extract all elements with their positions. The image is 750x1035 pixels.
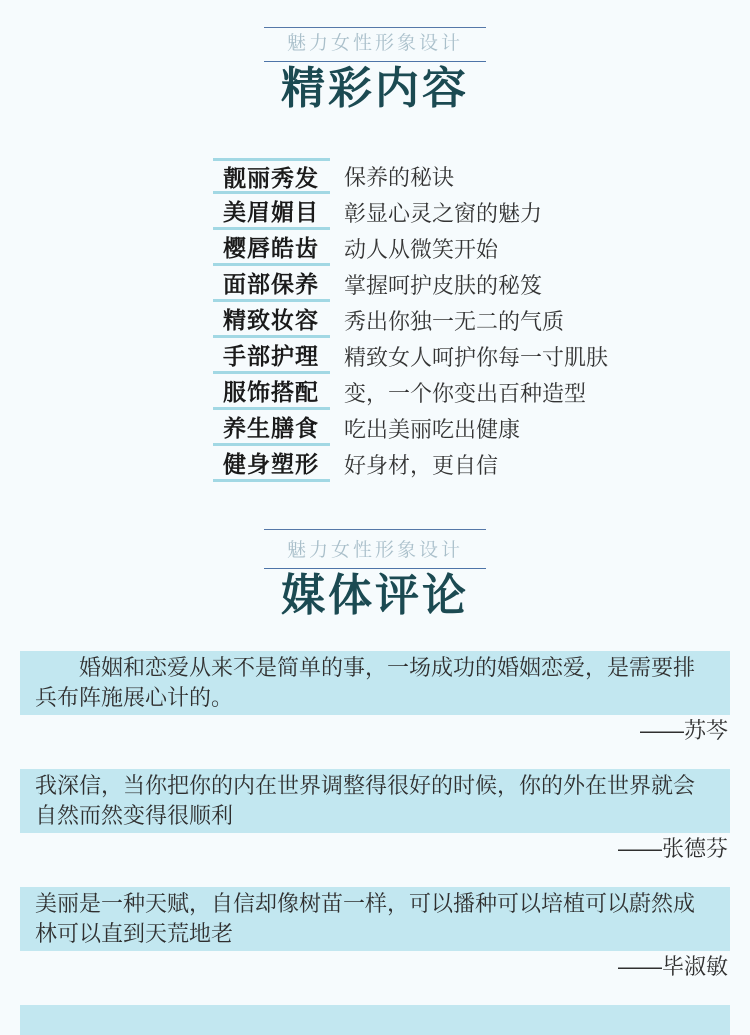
quote-text: 婚姻和恋爱从来不是简单的事，一场成功的婚姻恋爱，是需要排兵布阵施展心计的。: [20, 651, 730, 715]
quote-item: [0, 887, 750, 979]
quote-list: [0, 651, 750, 979]
feature-description: 保养的秘诀: [344, 164, 455, 190]
list-item: [213, 194, 633, 230]
feature-description: 精致女人呵护你每一寸肌肤: [344, 344, 609, 370]
series-badge-label: 魅力女性形象设计: [286, 33, 463, 54]
list-item: [213, 374, 633, 410]
feature-description: 彰显心灵之窗的魅力: [344, 200, 543, 226]
feature-description: 掌握呵护皮肤的秘笈: [344, 272, 543, 298]
feature-label: 手部护理: [213, 338, 330, 374]
series-badge-label: 魅力女性形象设计: [286, 540, 463, 561]
quote-text: 美丽是一种天赋，自信却像树苗一样，可以播种可以培植可以蔚然成林可以直到天荒地老: [20, 887, 730, 951]
list-item: [213, 410, 633, 446]
list-item: [213, 230, 633, 266]
list-item: [213, 302, 633, 338]
feature-label: 健身塑形: [213, 446, 330, 482]
feature-description: 动人从微笑开始: [344, 236, 499, 262]
feature-label: 养生膳食: [213, 410, 330, 446]
content-section-title: 精彩内容: [281, 64, 469, 113]
quote-author: ——苏芩: [639, 718, 728, 743]
series-badge: [264, 27, 486, 62]
feature-description: 好身材，更自信: [344, 452, 499, 478]
list-item: [213, 158, 633, 194]
feature-list: [213, 158, 633, 482]
media-section-title: 媒体评论: [281, 571, 469, 620]
feature-description: 变，一个你变出百种造型: [344, 380, 587, 406]
feature-label: 面部保养: [213, 266, 330, 302]
quote-text: 我深信，当你把你的内在世界调整得很好的时候，你的外在世界就会自然而然变得很顺利: [20, 769, 730, 833]
quote-item: [0, 651, 750, 743]
quote-item: [0, 769, 750, 861]
feature-description: 秀出你独一无二的气质: [344, 308, 565, 334]
quote-author: ——张德芬: [617, 836, 728, 861]
list-item: [213, 446, 633, 482]
feature-label: 靓丽秀发: [213, 158, 330, 194]
feature-description: 吃出美丽吃出健康: [344, 416, 521, 442]
content-section: [0, 27, 750, 482]
feature-label: 服饰搭配: [213, 374, 330, 410]
feature-label: 樱唇皓齿: [213, 230, 330, 266]
feature-label: 精致妆容: [213, 302, 330, 338]
next-block-partial-strip: [20, 1005, 730, 1035]
list-item: [213, 338, 633, 374]
quote-author: ——毕淑敏: [617, 954, 728, 979]
media-comments-section: [0, 529, 750, 1035]
product-detail-page: [0, 27, 750, 1011]
list-item: [213, 266, 633, 302]
feature-label: 美眉媚目: [213, 194, 330, 230]
series-badge: [264, 529, 486, 569]
